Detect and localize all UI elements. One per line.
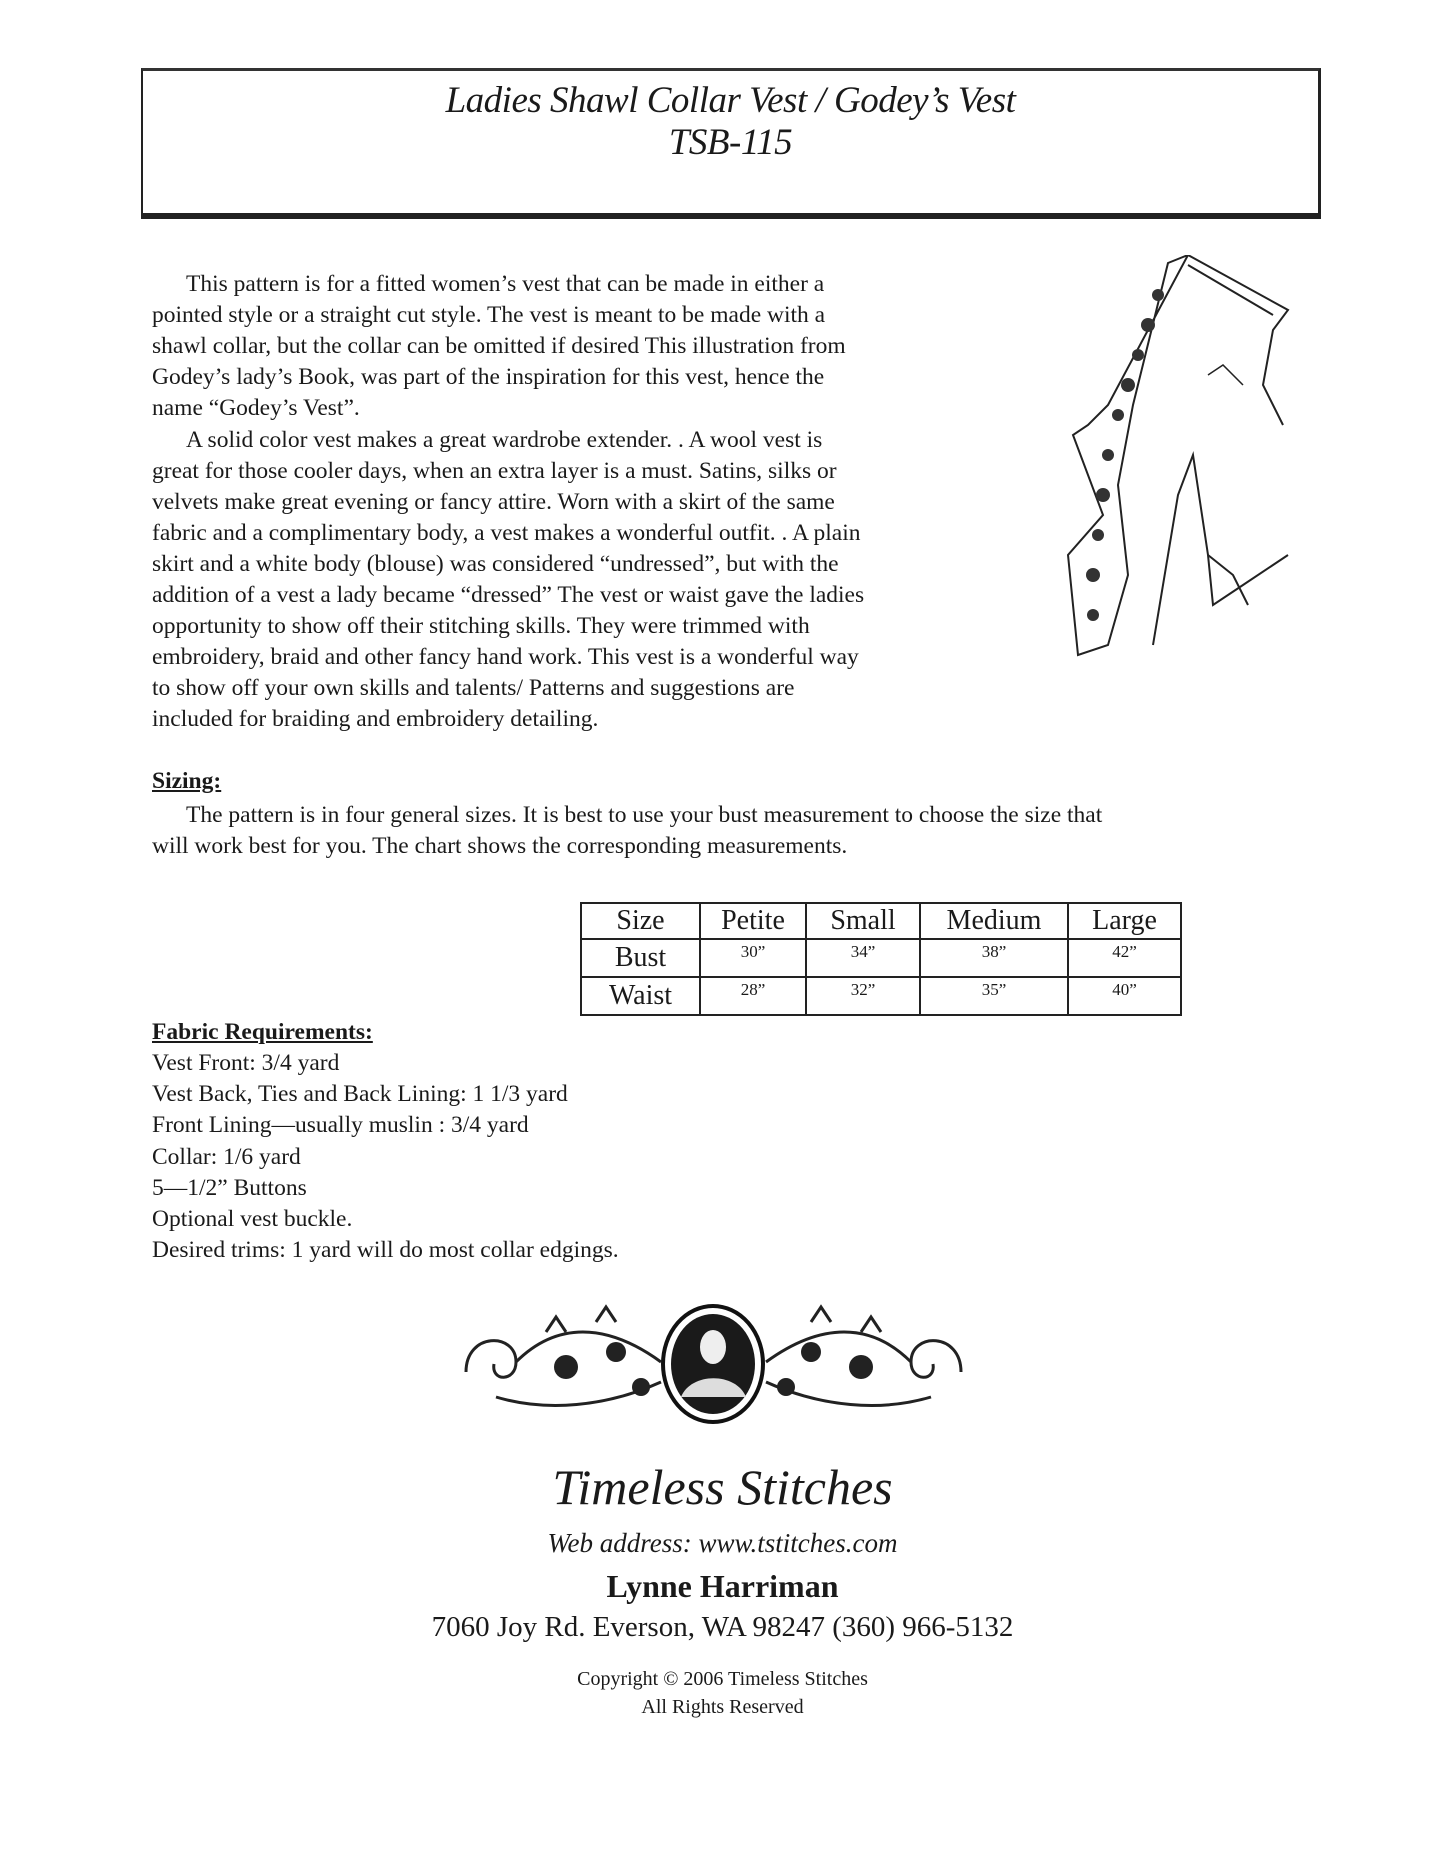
text-line: The pattern is in four general sizes. It is best to use your bust measurement to choose the size that <box>186 802 1103 828</box>
rights-reserved: All Rights Reserved <box>641 1696 804 1718</box>
text-line: shawl collar, but the collar can be omitted if desired This illustration from <box>152 333 846 360</box>
text-line: great for those cooler days, when an extra layer is a must. Satins, silks or <box>152 457 837 484</box>
text-line: Optional vest buckle. <box>152 1206 353 1232</box>
text-line: 5—1/2” Buttons <box>152 1174 307 1201</box>
table-cell: 42” <box>1068 939 1181 977</box>
text-line: to show off your own skills and talents/ Patterns and suggestions are <box>152 675 795 702</box>
table-cell: 38” <box>920 939 1068 977</box>
table-header-cell: Small <box>806 903 920 939</box>
table-cell: 32” <box>806 977 920 1015</box>
contact-address: 7060 Joy Rd. Everson, WA 98247 (360) 966-5132 <box>431 1611 1014 1643</box>
pattern-code: TSB-115 <box>668 122 793 163</box>
text-line: addition of a vest a lady became “dressed” The vest or waist gave the ladies <box>152 582 865 608</box>
row-label: Waist <box>581 977 700 1015</box>
text-line: pointed style or a straight cut style. The vest is meant to be made with a <box>152 302 826 329</box>
text-line: Godey’s lady’s Book, was part of the inspiration for this vest, hence the <box>152 364 825 391</box>
table-cell: 35” <box>920 977 1068 1015</box>
vest-illustration <box>1048 255 1293 660</box>
text-line: skirt and a white body (blouse) was considered “undressed”, but with the <box>152 550 839 577</box>
copyright: Copyright © 2006 Timeless Stitches <box>577 1668 868 1690</box>
table-header-row <box>581 903 1181 939</box>
table-row <box>581 939 1181 977</box>
table-cell: 40” <box>1068 977 1181 1015</box>
text-line: Vest Back, Ties and Back Lining: 1 1/3 yard <box>152 1081 568 1108</box>
text-line: velvets make great evening or fancy attire. Worn with a skirt of the same <box>152 488 835 515</box>
table-cell: 34” <box>806 939 920 977</box>
text-line: opportunity to show off their stitching skills. They were trimmed with <box>152 613 810 640</box>
text-line: name “Godey’s Vest”. <box>152 395 360 422</box>
text-line: Collar: 1/6 yard <box>152 1143 301 1170</box>
sizing-heading: Sizing: <box>152 768 222 794</box>
text-line: A solid color vest makes a great wardrobe extender. . A wool vest is <box>186 426 823 453</box>
owner-name: Lynne Harriman <box>606 1568 839 1604</box>
row-label: Bust <box>581 939 700 977</box>
web-address: Web address: www.tstitches.com <box>547 1528 898 1558</box>
table-header-cell: Large <box>1068 903 1181 939</box>
table-row <box>581 977 1181 1015</box>
text-line: Front Lining—usually muslin : 3/4 yard <box>152 1112 529 1139</box>
table-header-cell: Medium <box>920 903 1068 939</box>
text-line: embroidery, braid and other fancy hand work. This vest is a wonderful way <box>152 644 859 671</box>
brand-name: Timeless Stitches <box>552 1459 893 1515</box>
text-line: Vest Front: 3/4 yard <box>152 1050 340 1076</box>
fabric-heading: Fabric Requirements: <box>152 1019 373 1045</box>
text-line: Desired trims: 1 yard will do most collar edgings. <box>152 1237 619 1264</box>
table-header-cell: Size <box>581 903 700 939</box>
table-cell: 30” <box>700 939 806 977</box>
text-line: This pattern is for a fitted women’s vest that can be made in either a <box>186 271 825 297</box>
text-line: fabric and a complimentary body, a vest makes a wonderful outfit. . A plain <box>152 519 861 546</box>
title-box <box>141 68 1321 219</box>
document-title: Ladies Shawl Collar Vest / Godey’s Vest <box>445 80 1016 121</box>
table-cell: 28” <box>700 977 806 1015</box>
size-chart <box>580 902 1182 1016</box>
text-line: will work best for you. The chart shows the corresponding measurements. <box>152 833 848 859</box>
table-header-cell: Petite <box>700 903 806 939</box>
text-line: included for braiding and embroidery detailing. <box>152 706 599 733</box>
ornament-logo <box>456 1302 971 1427</box>
